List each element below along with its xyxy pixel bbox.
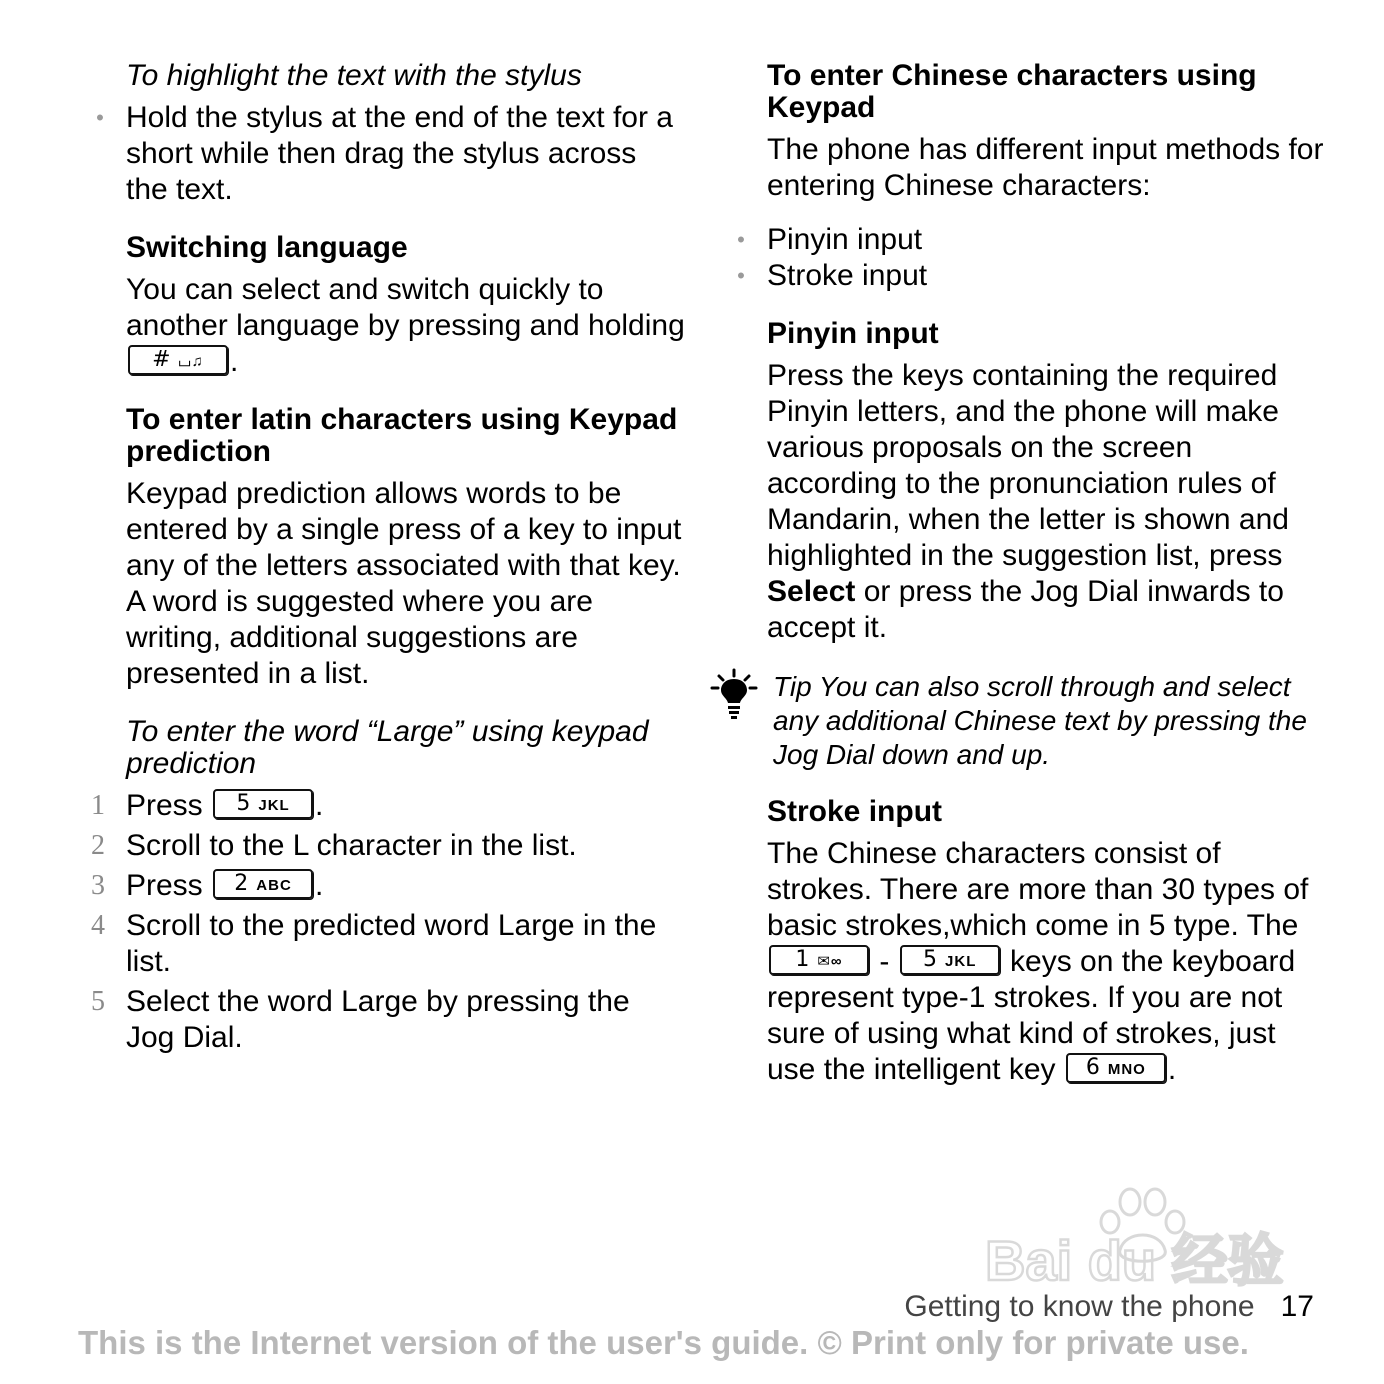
steps-list xyxy=(91,788,686,1056)
latin-heading: To enter latin characters using Keypad prediction xyxy=(126,403,678,468)
highlight-heading: To highlight the text with the stylus xyxy=(126,59,582,92)
page-number: 17 xyxy=(1280,1290,1314,1323)
list-item: 3 Press 2 ABC . xyxy=(91,869,324,902)
bullet-icon: • xyxy=(96,105,104,130)
chinese-paragraph: The phone has different input methods for entering Chinese characters: xyxy=(767,133,1324,202)
switching-heading: Switching language xyxy=(126,231,408,264)
pinyin-paragraph: Press the keys containing the required Pinyin letters, and the phone will make various proposals on the screen according to the pronunciation rules of Mandarin, when the letter is shown and highlighted in the suggestion list, press Select or press the Jog Dial inwards to accept it. xyxy=(767,359,1289,644)
methods-list xyxy=(737,222,1327,294)
list-item: 1 Press 5 JKL . xyxy=(91,789,324,822)
highlight-list xyxy=(96,100,686,208)
switching-paragraph: You can select and switch quickly to another language by pressing and holding # ⌴♫ . xyxy=(126,273,685,378)
list-item: 5 Select the word Large by pressing the Jog Dial. xyxy=(91,985,630,1054)
select-label: Select xyxy=(767,575,856,608)
hash-key-icon: # ⌴♫ xyxy=(128,345,228,375)
stroke-heading: Stroke input xyxy=(767,795,943,828)
tip-text: Tip You can also scroll through and select any additional Chinese text by pressing the Jog Dial down and up. xyxy=(773,671,1307,770)
svg-text:Bai du 经验: Bai du 经验 xyxy=(985,1229,1284,1292)
page-footer xyxy=(904,1290,1314,1324)
lightbulb-icon xyxy=(709,668,759,720)
bullet-icon: • xyxy=(737,227,745,252)
list-item: • Stroke input xyxy=(767,258,1327,294)
list-item: 4 Scroll to the predicted word Large in the list. xyxy=(91,909,657,978)
large-heading: To enter the word “Large” using keypad prediction xyxy=(126,715,649,780)
key-5-icon: 5 JKL xyxy=(213,789,313,819)
list-item: 2 Scroll to the L character in the list. xyxy=(91,829,577,862)
list-item: • Hold the stylus at the end of the text for a short while then drag the stylus across the text. xyxy=(126,100,686,208)
disclaimer-text: This is the Internet version of the user's guide. © Print only for private use. xyxy=(78,1324,1249,1361)
key-2-icon: 2 ABC xyxy=(213,869,313,899)
pinyin-heading: Pinyin input xyxy=(767,317,939,350)
key-5-icon: 5 JKL xyxy=(900,945,1000,975)
key-6-icon: 6 MNO xyxy=(1066,1053,1166,1083)
list-item: • Pinyin input xyxy=(767,222,1327,258)
key-1-icon: 1 ✉∞ xyxy=(769,945,869,975)
right-column xyxy=(737,59,1327,1088)
chinese-heading: To enter Chinese characters using Keypad xyxy=(767,59,1257,124)
section-label: Getting to know the phone xyxy=(904,1290,1255,1323)
bullet-icon: • xyxy=(737,263,745,288)
left-column xyxy=(91,59,686,1060)
latin-paragraph: Keypad prediction allows words to be entered by a single press of a key to input any of the letters associated with that key. A word is suggested where you are writing, additional suggestions are presented in a list. xyxy=(126,477,682,690)
stroke-paragraph: The Chinese characters consist of strokes. There are more than 30 types of basic strokes,which come in 5 type. The 1 ✉∞ - 5 JKL keys on the keyboard represent type-1 strokes. If you are not sure of using what kind of strokes, just use the intelligent key 6 MNO . xyxy=(767,837,1309,1086)
tip-box xyxy=(767,670,1327,772)
